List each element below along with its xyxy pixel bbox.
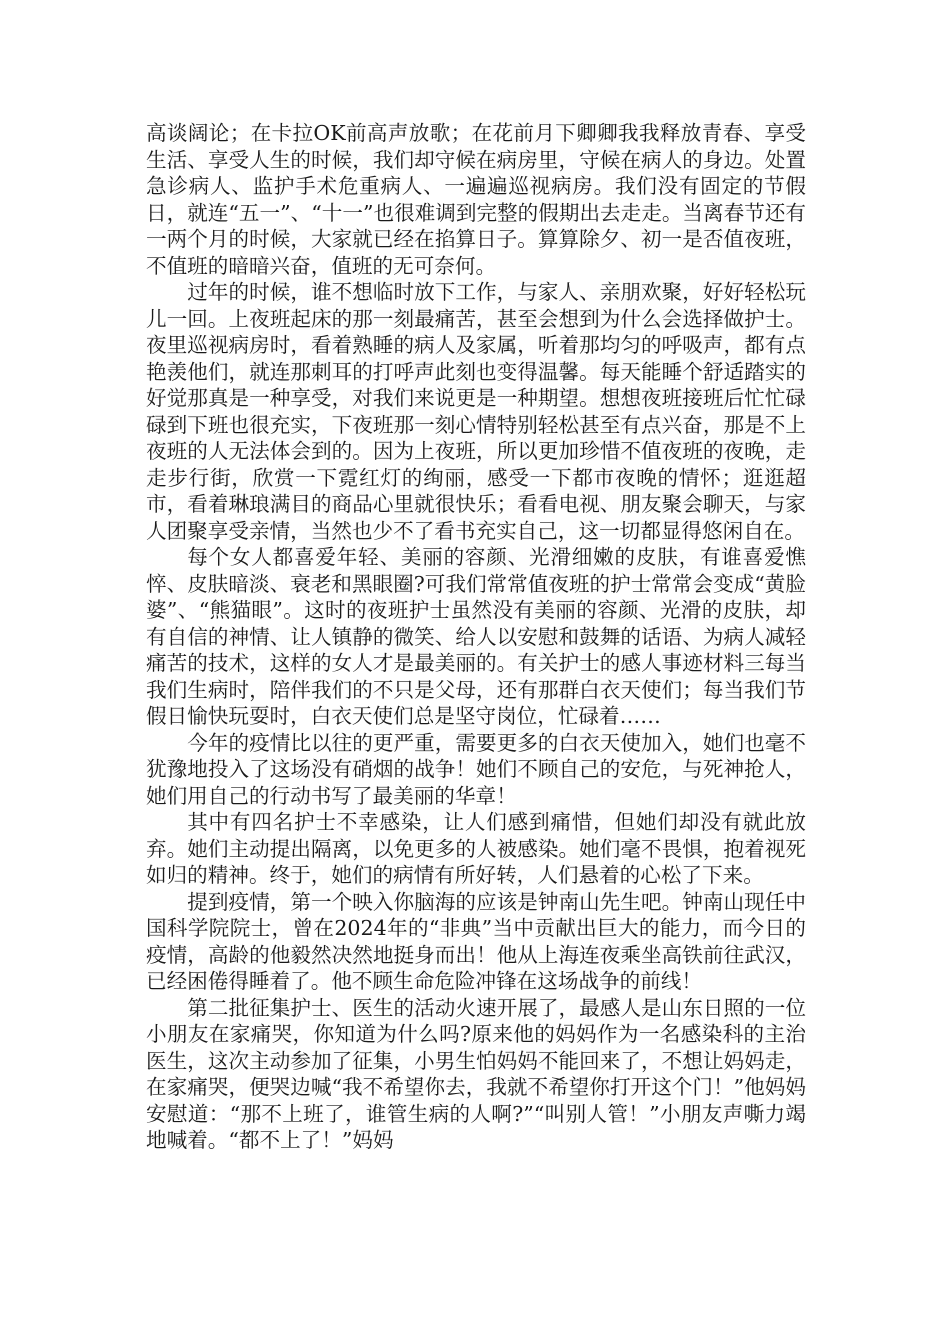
paragraph-5: 其中有四名护士不幸感染，让人们感到痛惜，但她们却没有就此放弃。她们主动提出隔离，以免更多的人被感染。她们毫不畏惧，抱着视死如归的精神。终于，她们的病情有所好转，人们悬着的心松了下来。: [146, 810, 806, 887]
paragraph-6: 提到疫情，第一个映入你脑海的应该是钟南山先生吧。钟南山现任中国科学院院士，曾在2024年的“非典”当中贡献出巨大的能力，而今日的疫情，高龄的他毅然决然地挺身而出！他从上海连夜乘坐高铁前往武汉，已经困倦得睡着了。他不顾生命危险冲锋在这场战争的前线！: [146, 889, 806, 993]
paragraph-1: 高谈阔论；在卡拉OK前高声放歌；在花前月下卿卿我我释放青春、享受生活、享受人生的时候，我们却守候在病房里，守候在病人的身边。处置急诊病人、监护手术危重病人、一遍遍巡视病房。我们没有固定的节假日，就连“五一”、“十一”也很难调到完整的假期出去走走。当离春节还有一两个月的时候，大家就已经在掐算日子。算算除夕、初一是否值夜班，不值班的暗暗兴奋，值班的无可奈何。: [146, 121, 806, 278]
document-body: [146, 120, 806, 1154]
paragraph-3: 每个女人都喜爱年轻、美丽的容颜、光滑细嫩的皮肤，有谁喜爱憔悴、皮肤暗淡、衰老和黑眼圈?可我们常常值夜班的护士常常会变成“黄脸婆”、“熊猫眼”。这时的夜班护士虽然没有美丽的容颜、光滑的皮肤，却有自信的神情、让人镇静的微笑、给人以安慰和鼓舞的话语、为病人减轻痛苦的技术，这样的女人才是最美丽的。有关护士的感人事迹材料三每当我们生病时，陪伴我们的不只是父母，还有那群白衣天使们；每当我们节假日愉快玩耍时，白衣天使们总是坚守岗位，忙碌着……: [146, 545, 806, 728]
paragraph-2: 过年的时候，谁不想临时放下工作，与家人、亲朋欢聚，好好轻松玩儿一回。上夜班起床的那一刻最痛苦，甚至会想到为什么会选择做护士。夜里巡视病房时，看着熟睡的病人及家属，听着那均匀的呼吸声，都有点艳羡他们，就连那刺耳的打呼声此刻也变得温馨。每天能睡个舒适踏实的好觉那真是一种享受，对我们来说更是一种期望。想想夜班接班后忙忙碌碌到下班也很充实，下夜班那一刻心情特别轻松甚至有点兴奋，那是不上夜班的人无法体会到的。因为上夜班，所以更加珍惜不值夜班的夜晚，走走步行街，欣赏一下霓红灯的绚丽，感受一下都市夜晚的情怀；逛逛超市，看着琳琅满目的商品心里就很快乐；看看电视、朋友聚会聊天，与家人团聚享受亲情，当然也少不了看书充实自己，这一切都显得悠闲自在。: [146, 280, 806, 543]
paragraph-7: 第二批征集护士、医生的活动火速开展了，最感人是山东日照的一位小朋友在家痛哭，你知道为什么吗?原来他的妈妈作为一名感染科的主治医生，这次主动参加了征集，小男生怕妈妈不能回来了，不想让妈妈走，在家痛哭，便哭边喊“我不希望你去，我就不希望你打开这个门！”他妈妈安慰道：“那不上班了，谁管生病的人啊?”“叫别人管！”小朋友声嘶力竭地喊着。“都不上了！”妈妈: [146, 995, 806, 1152]
paragraph-4: 今年的疫情比以往的更严重，需要更多的白衣天使加入，她们也毫不犹豫地投入了这场没有硝烟的战争！她们不顾自己的安危，与死神抢人，她们用自己的行动书写了最美丽的华章！: [146, 730, 806, 808]
